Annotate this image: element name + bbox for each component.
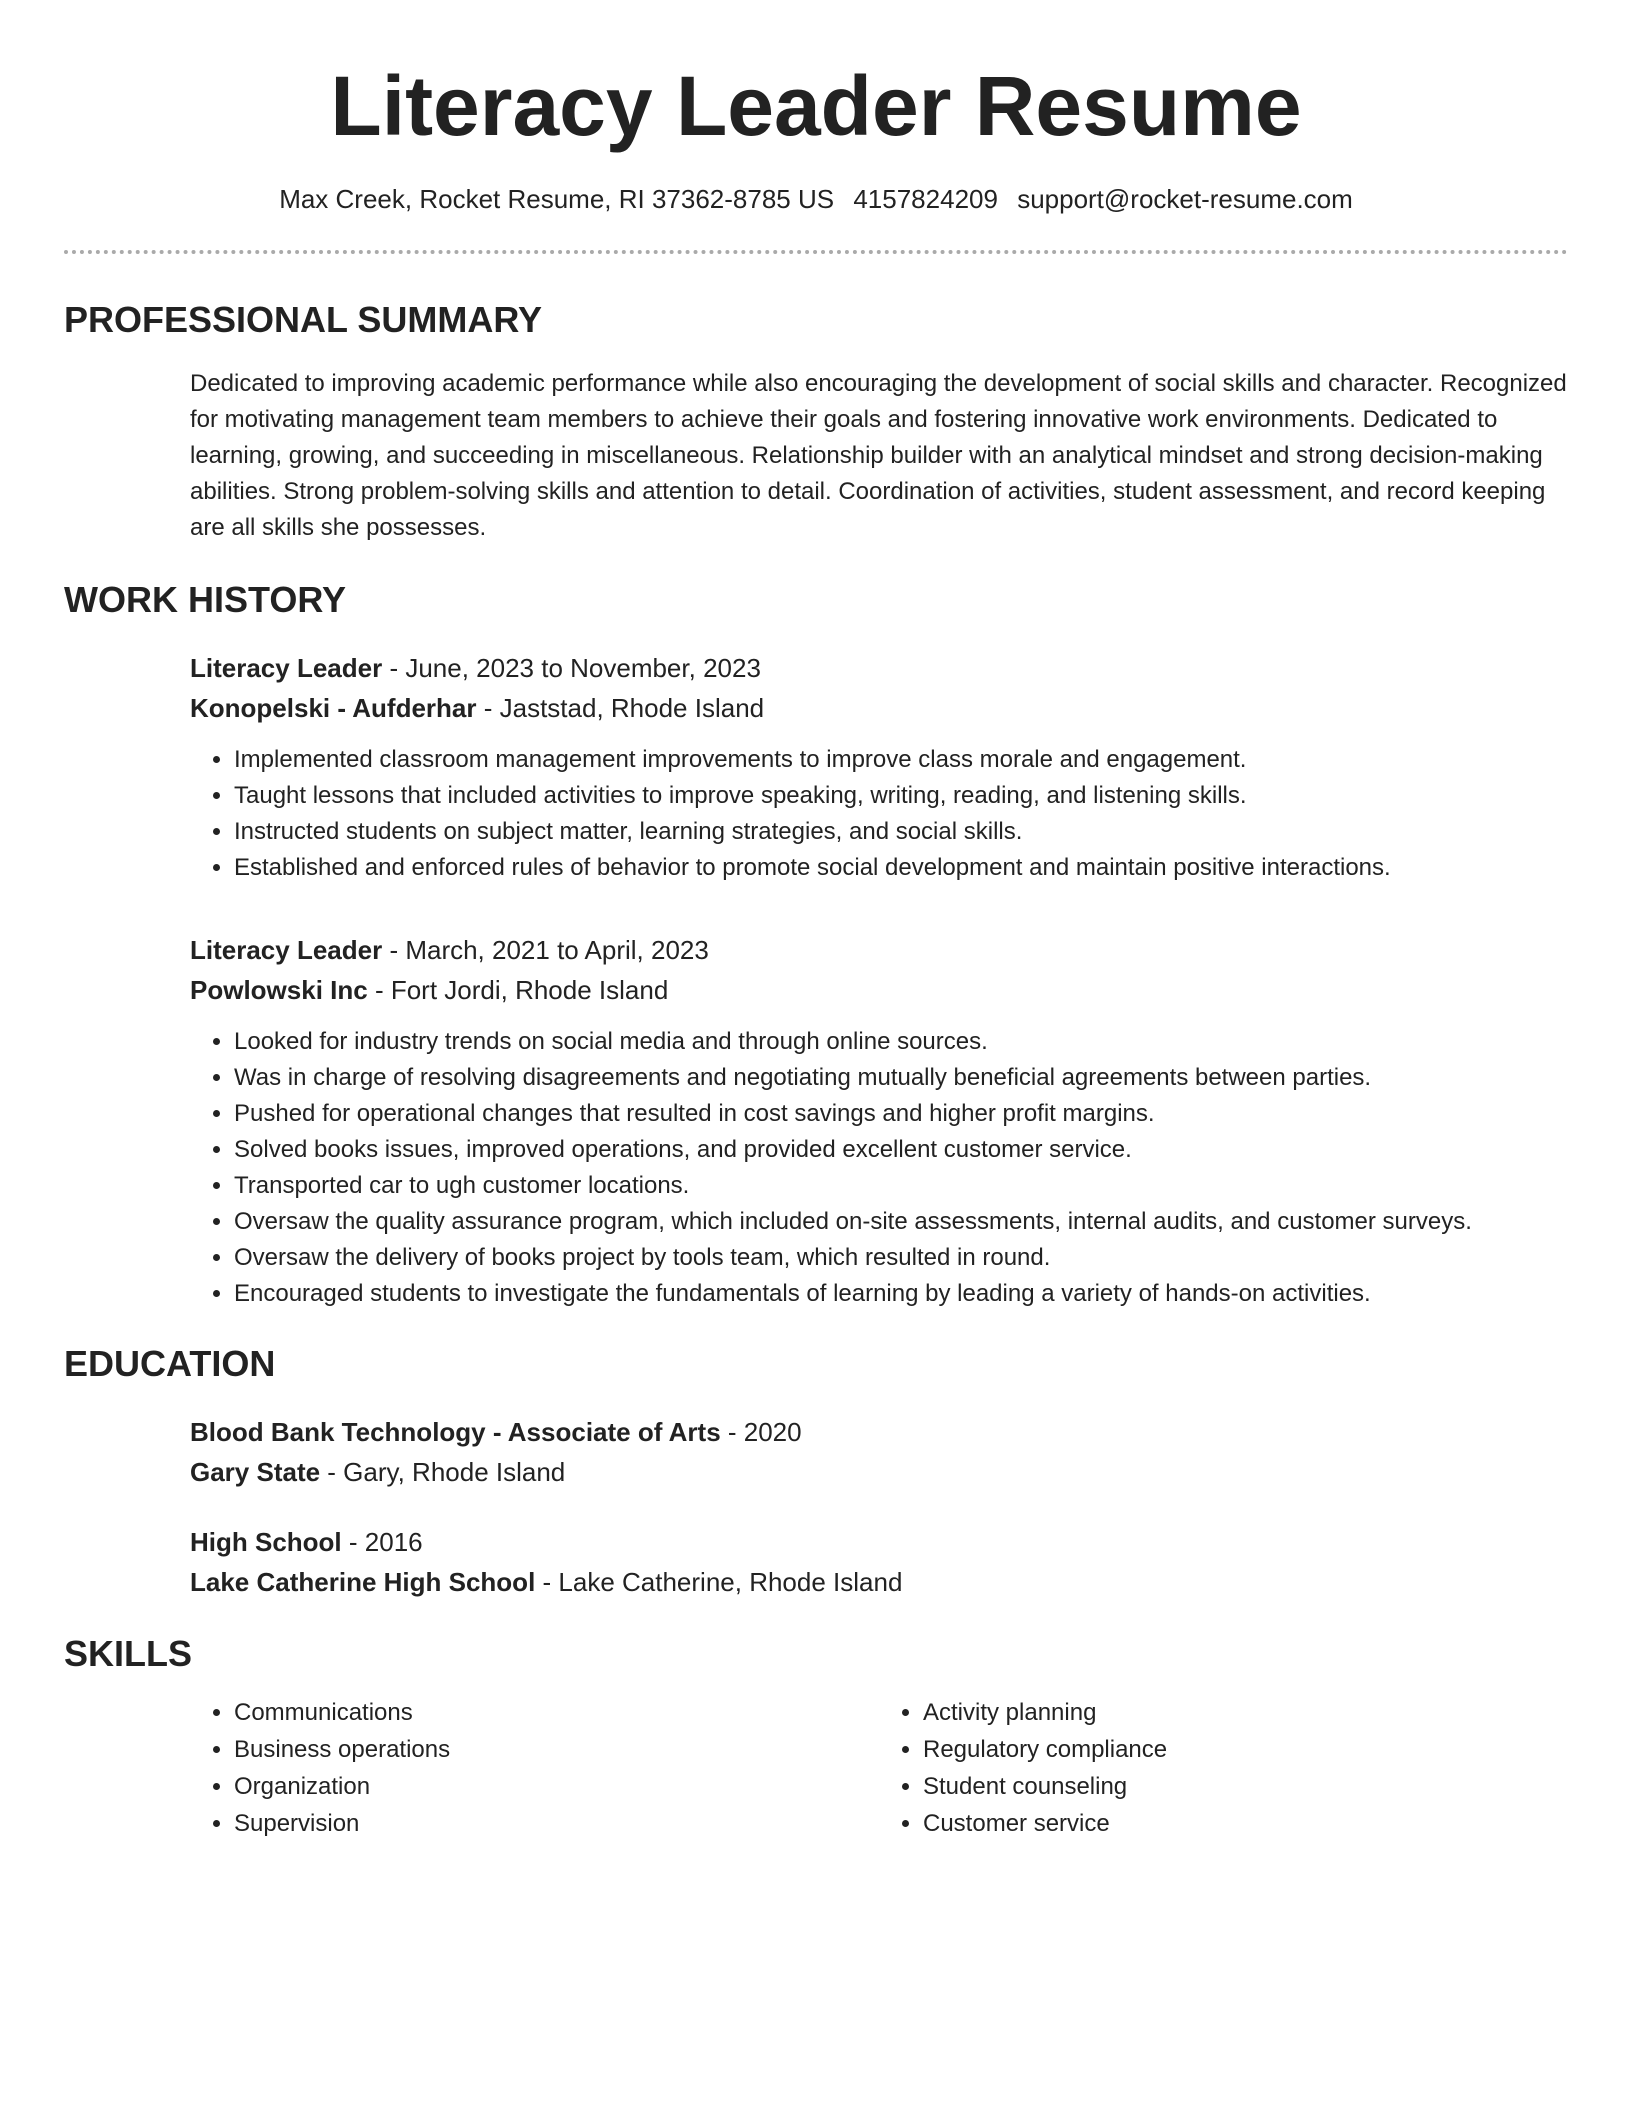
work-history-heading: WORK HISTORY	[64, 579, 347, 620]
header-divider	[64, 250, 1568, 254]
job-company: Konopelski - Aufderhar	[190, 693, 477, 723]
contact-email: support@rocket-resume.com	[1017, 184, 1353, 214]
summary-heading: PROFESSIONAL SUMMARY	[64, 299, 543, 340]
contact-phone: 4157824209	[853, 184, 998, 214]
job-bullet: • Was in charge of resolving disagreements and negotiating mutually beneficial agreements between parties.	[234, 1060, 1568, 1096]
education-school: Gary State	[190, 1457, 321, 1487]
job-company: Powlowski Inc	[190, 975, 368, 1005]
education-school: Lake Catherine High School	[190, 1567, 536, 1597]
education-degree-line	[190, 1522, 1568, 1562]
job-bullet: • Encouraged students to investigate the fundamentals of learning by leading a variety of hands-on activities.	[234, 1276, 1568, 1312]
job-title: Literacy Leader	[190, 653, 383, 683]
job-location: - Jaststad, Rhode Island	[476, 693, 765, 723]
contact-address: Max Creek, Rocket Resume, RI 37362-8785 US	[279, 184, 835, 214]
skills-column-left	[190, 1694, 879, 1842]
job-title: Literacy Leader	[190, 935, 383, 965]
job-bullet: • Solved books issues, improved operations, and provided excellent customer service.	[234, 1132, 1568, 1168]
education-degree: High School	[190, 1527, 342, 1557]
job-bullet: • Implemented classroom management improvements to improve class morale and engagement.	[234, 742, 1568, 778]
summary-text: Dedicated to improving academic performance while also encouraging the development of social skills and character. Recognized for motivating management team members to achieve their goals and fostering innovative work environments. Dedicated to learning, growing, and succeeding in miscellaneous. Relationship builder with an analytical mindset and strong decision-making abilities. Strong problem-solving skills and attention to detail. Coordination of activities, student assessment, and record keeping are all skills she possesses.	[190, 370, 1567, 541]
resume-title: Literacy Leader Resume	[330, 59, 1302, 153]
skill-item: • Business operations	[234, 1731, 879, 1768]
education-heading: EDUCATION	[64, 1343, 276, 1384]
skills-heading: SKILLS	[64, 1633, 193, 1674]
job-location: - Fort Jordi, Rhode Island	[367, 975, 669, 1005]
job-bullet: • Established and enforced rules of behavior to promote social development and maintain positive interactions.	[234, 850, 1568, 886]
skill-item: • Customer service	[923, 1805, 1568, 1842]
job-bullet: • Oversaw the delivery of books project by tools team, which resulted in round.	[234, 1240, 1568, 1276]
education-year: - 2016	[341, 1527, 423, 1557]
job-dates: - March, 2021 to April, 2023	[382, 935, 709, 965]
job-bullet: • Pushed for operational changes that resulted in cost savings and higher profit margins.	[234, 1096, 1568, 1132]
job-bullet: • Oversaw the quality assurance program, which included on-site assessments, internal audits, and customer surveys.	[234, 1204, 1568, 1240]
education-school-line	[190, 1562, 1568, 1602]
job-bullet: • Taught lessons that included activities to improve speaking, writing, reading, and listening skills.	[234, 778, 1568, 814]
job-bullets	[190, 742, 1568, 886]
job-bullet: • Instructed students on subject matter, learning strategies, and social skills.	[234, 814, 1568, 850]
education-degree: Blood Bank Technology - Associate of Arts	[190, 1417, 721, 1447]
job-bullet: • Looked for industry trends on social media and through online sources.	[234, 1024, 1568, 1060]
job-title-line	[190, 648, 1568, 688]
job-dates: - June, 2023 to November, 2023	[382, 653, 761, 683]
job-bullet: • Transported car to ugh customer locations.	[234, 1168, 1568, 1204]
skills-column-right	[879, 1694, 1568, 1842]
skill-item: • Supervision	[234, 1805, 879, 1842]
skill-item: • Regulatory compliance	[923, 1731, 1568, 1768]
education-entry	[190, 1522, 1568, 1602]
job-entry	[190, 930, 1568, 1312]
education-entry	[190, 1412, 1568, 1492]
skill-item: • Student counseling	[923, 1768, 1568, 1805]
skill-item: • Activity planning	[923, 1694, 1568, 1731]
education-location: - Gary, Rhode Island	[320, 1457, 566, 1487]
skill-item: • Communications	[234, 1694, 879, 1731]
skill-item: • Organization	[234, 1768, 879, 1805]
contact-line	[64, 182, 1568, 216]
education-school-line	[190, 1452, 1568, 1492]
job-title-line	[190, 930, 1568, 970]
skills-grid	[190, 1694, 1568, 1842]
education-degree-line	[190, 1412, 1568, 1452]
job-entry	[190, 648, 1568, 886]
education-location: - Lake Catherine, Rhode Island	[535, 1567, 903, 1597]
education-year: - 2020	[720, 1417, 802, 1447]
job-company-line	[190, 970, 1568, 1010]
job-bullets	[190, 1024, 1568, 1312]
job-company-line	[190, 688, 1568, 728]
